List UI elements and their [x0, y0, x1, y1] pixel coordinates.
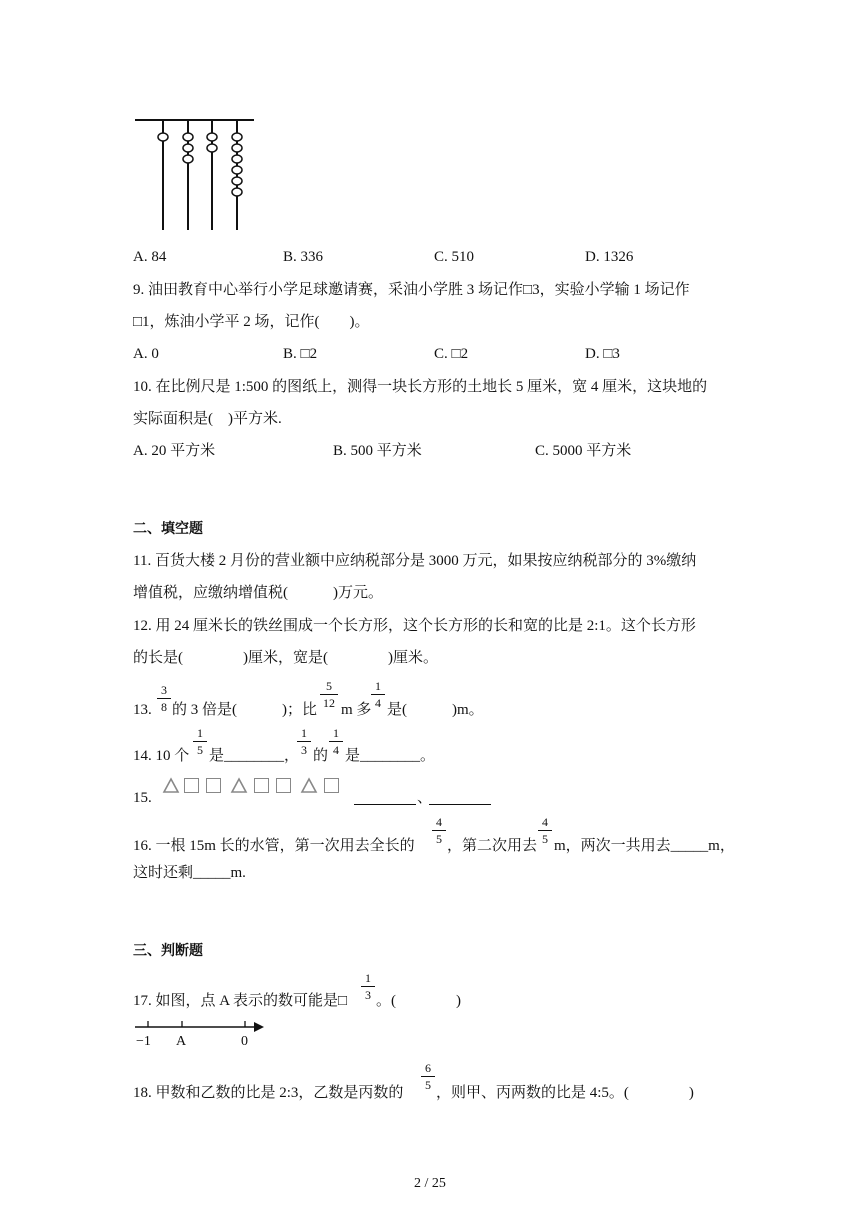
q14-text-3: 的	[313, 748, 329, 764]
q9-line1: 9. 油田教育中心举行小学足球邀请赛，采油小学胜 3 场记作□3，实验小学输 1 场记作	[133, 282, 690, 298]
triangle-shape	[162, 777, 180, 794]
q14-fraction-1-4: $\frac{1}{4}$	[329, 727, 343, 756]
q14-fraction-1-5: $\frac{1}{5}$	[193, 727, 207, 756]
q9-option-a[interactable]: A. 0	[133, 346, 159, 362]
q14-fraction-1-3: $\frac{1}{3}$	[297, 727, 311, 756]
q18-fraction-6-5: $\frac{6}{5}$	[421, 1062, 435, 1091]
q9-option-b[interactable]: B. □2	[283, 346, 318, 362]
q13-fraction-5-12: $\frac{5}{12}$	[320, 680, 338, 709]
q11-line1: 11. 百货大楼 2 月份的营业额中应纳税部分是 3000 万元，如果按应纳税部分的 3%缴纳	[133, 553, 697, 569]
q14-text-4: 是________。	[345, 748, 436, 764]
q17-fraction-1-3: $\frac{1}{3}$	[361, 972, 375, 1001]
q9-option-c[interactable]: C. □2	[434, 346, 469, 362]
triangle-shape	[230, 777, 248, 794]
page-number: 2 / 25	[414, 1176, 446, 1191]
q10-line1: 10. 在比例尺是 1:500 的图纸上，测得一块长方形的土地长 5 厘米，宽 4 厘米，这块地的	[133, 379, 708, 395]
q8-option-c[interactable]: C. 510	[434, 249, 475, 265]
q18-text-2: ，则甲、丙两数的比是 4:5。( )	[436, 1085, 694, 1101]
q13-fraction-1-4: $\frac{1}{4}$	[371, 680, 385, 709]
q16-text-2: ，第二次用去	[447, 838, 538, 854]
abacus-figure	[130, 112, 260, 234]
q10-line2: 实际面积是( )平方米.	[133, 411, 282, 427]
q11-line2: 增值税，应缴纳增值税( )万元。	[133, 585, 383, 601]
q15-blank-1[interactable]	[354, 804, 416, 805]
q9-option-d[interactable]: D. □3	[585, 346, 620, 362]
q8-option-d[interactable]: D. 1326	[585, 249, 634, 265]
q12-line2: 的长是( )厘米，宽是( )厘米。	[133, 650, 438, 666]
q16-fraction-4-5-b: $\frac{4}{5}$	[538, 816, 552, 845]
axis-label-minus-one: −1	[136, 1034, 151, 1049]
q15-separator: 、	[417, 790, 433, 806]
q12-line1: 12. 用 24 厘米长的铁丝围成一个长方形，这个长方形的长和宽的比是 2:1。这个长方形	[133, 618, 696, 634]
axis-label-point-a: A	[176, 1034, 187, 1049]
q14-text-1: 14. 10 个	[133, 748, 190, 764]
q17-text-1: 17. 如图，点 A 表示的数可能是□	[133, 993, 348, 1009]
q14-text-2: 是________，	[209, 748, 300, 764]
q8-option-b[interactable]: B. 336	[283, 249, 324, 265]
section-fill-in-title: 二、填空题	[133, 521, 203, 537]
square-shape	[254, 778, 269, 793]
q13-fraction-3-8: $\frac{3}{8}$	[157, 684, 171, 713]
number-line-figure	[133, 1017, 273, 1037]
q16-text-1: 16. 一根 15m 长的水管，第一次用去全长的	[133, 838, 415, 854]
square-shape	[276, 778, 291, 793]
q10-option-c[interactable]: C. 5000 平方米	[535, 443, 632, 459]
q8-option-a[interactable]: A. 84	[133, 249, 167, 265]
section-judgement-title: 三、判断题	[133, 943, 203, 959]
q15-blank-2[interactable]	[429, 804, 491, 805]
q9-line2: □1，炼油小学平 2 场，记作( )。	[133, 314, 370, 330]
q16-text-3: m，两次一共用去_____m，	[554, 838, 735, 854]
square-shape	[324, 778, 339, 793]
q16-fraction-4-5-a: $\frac{4}{5}$	[432, 816, 446, 845]
q13-text-1: 的 3 倍是( )；比	[172, 702, 317, 718]
q15-number: 15.	[133, 790, 152, 806]
q16-line2: 这时还剩_____m.	[133, 865, 246, 881]
square-shape	[184, 778, 199, 793]
q10-option-a[interactable]: A. 20 平方米	[133, 443, 216, 459]
triangle-shape	[300, 777, 318, 794]
axis-label-zero: 0	[241, 1034, 248, 1049]
square-shape	[206, 778, 221, 793]
q13-number: 13.	[133, 702, 152, 718]
q13-text-2: m 多	[341, 702, 372, 718]
q15-shape-sequence	[160, 776, 350, 796]
q17-text-2: 。( )	[376, 993, 461, 1009]
q10-option-b[interactable]: B. 500 平方米	[333, 443, 422, 459]
q18-text-1: 18. 甲数和乙数的比是 2:3，乙数是丙数的	[133, 1085, 404, 1101]
q13-text-3: 是( )m。	[387, 702, 484, 718]
